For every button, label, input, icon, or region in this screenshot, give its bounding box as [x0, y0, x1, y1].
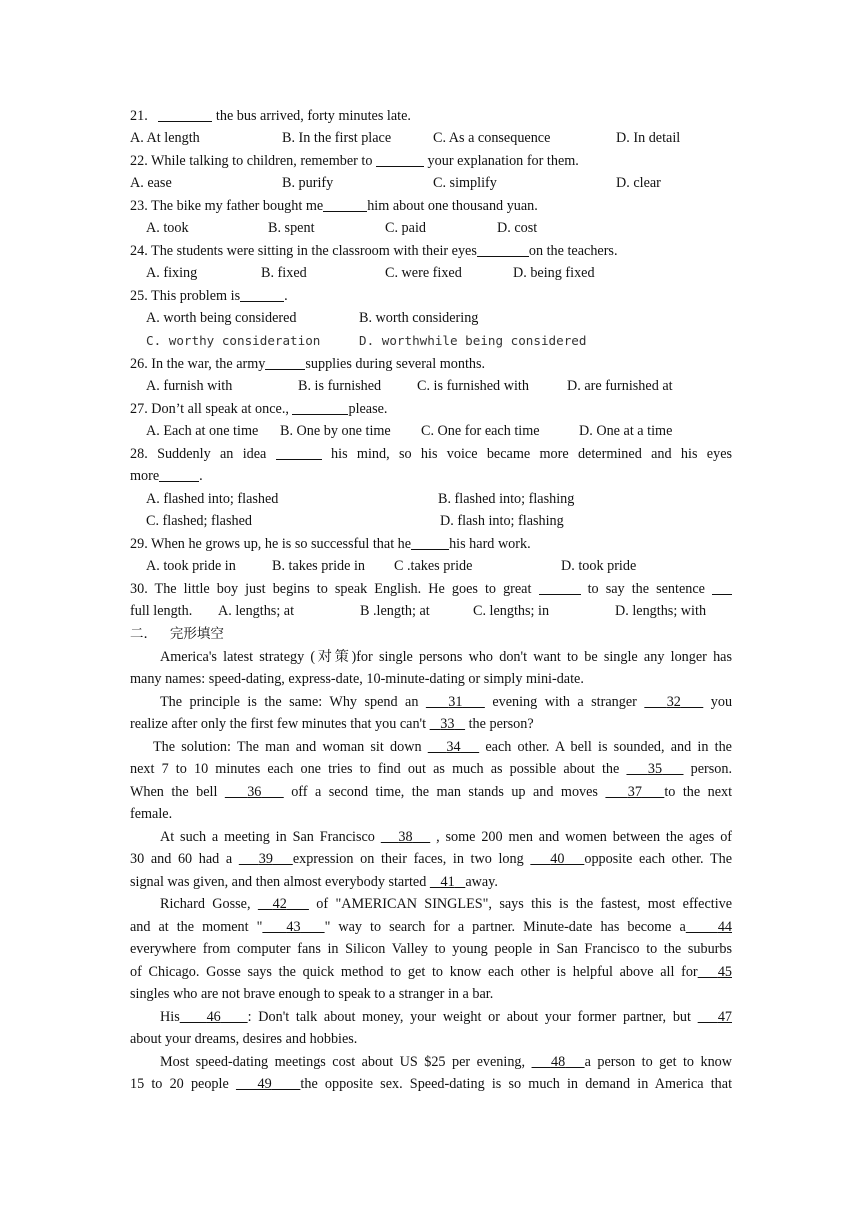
question-29: [130, 533, 732, 555]
blank-33: [430, 716, 465, 732]
question-30-line1: [130, 578, 732, 600]
question-22: [130, 150, 732, 172]
question-text: more: [130, 468, 160, 484]
passage-text: about your dreams, desires and hobbies.: [130, 1031, 358, 1047]
passage-text: " way to search for a partner. Minute-date has become a: [324, 919, 686, 935]
blank-35: [626, 761, 683, 777]
passage-text: person.: [690, 761, 732, 777]
blank-number: 32: [666, 694, 681, 710]
option-b: B. is furnished: [298, 378, 382, 394]
passage-line: [130, 1073, 732, 1095]
passage-text: many names: speed-dating, express-date, 10-minute-dating or simply mini-date.: [130, 671, 584, 687]
passage-text: and at the moment ": [130, 919, 263, 935]
option-d: D. clear: [616, 175, 661, 191]
option-b: B. spent: [268, 220, 315, 236]
option-c: C. simplify: [433, 175, 497, 191]
answer-blank: [292, 400, 348, 415]
passage-text: the opposite sex. Speed-dating is so much in demand in America that: [300, 1076, 732, 1092]
blank-number: 33: [440, 716, 455, 732]
passage-line: [130, 916, 732, 938]
blank-number: 37: [627, 784, 642, 800]
passage-line: [130, 1051, 732, 1073]
blank-48: [532, 1054, 585, 1070]
passage-text: signal was given, and then almost everybody started: [130, 874, 430, 890]
blank-number: 31: [448, 694, 463, 710]
blank-number: 43: [286, 919, 301, 935]
question-text: on the teachers.: [528, 243, 618, 259]
passage-text: The solution: The man and woman sit down: [153, 739, 428, 755]
passage-text: away.: [465, 874, 498, 890]
answer-blank: [376, 152, 424, 167]
answer-blank: [240, 287, 284, 302]
blank-number: 45: [717, 964, 732, 980]
blank-number: 40: [550, 851, 565, 867]
question-text: 24. The students were sitting in the classroom with their eyes: [130, 243, 477, 259]
passage-line: [130, 758, 732, 780]
blank-number: 38: [398, 829, 413, 845]
passage-text: When the bell: [130, 784, 225, 800]
blank-31: [426, 694, 485, 710]
option-a: A. lengths; at: [218, 603, 295, 619]
passage-text: of "AMERICAN SINGLES", says this is the fastest, most effective: [316, 896, 732, 912]
passage-text: the person?: [465, 716, 534, 732]
question-28-line2: [130, 465, 732, 487]
passage-text: of Chicago. Gosse says the quick method to get to know each other is helpful above all for: [130, 964, 698, 980]
passage-text: Richard Gosse,: [160, 896, 258, 912]
passage-text: to the next: [664, 784, 732, 800]
passage-text: you: [710, 694, 732, 710]
question-26: [130, 353, 732, 375]
question-text: the bus arrived, forty minutes late.: [212, 108, 411, 124]
passage-text: everywhere from computer fans in Silicon Valley to young people in San Francisco to the suburbs: [130, 941, 732, 957]
passage-line: [130, 1006, 732, 1028]
option-b: B. purify: [282, 175, 334, 191]
blank-41: [430, 874, 465, 890]
passage-text: next 7 to 10 minutes each one tries to find out as much as possible about the: [130, 761, 627, 777]
question-text: 26. In the war, the army: [130, 356, 266, 372]
option-d: D. are furnished at: [567, 378, 673, 394]
blank-38: [381, 829, 430, 845]
question-number: 21.: [130, 108, 148, 124]
blank-44: [686, 919, 732, 935]
passage-text: expression on their faces, in two long: [292, 851, 531, 867]
blank-39: [239, 851, 293, 867]
option-a: A. took pride in: [146, 558, 236, 574]
blank-number: 47: [717, 1009, 732, 1025]
passage-text: a person to get to know: [584, 1054, 732, 1070]
section-title: 完形填空: [169, 626, 224, 642]
option-c: C. paid: [385, 220, 426, 236]
option-b: B .length; at: [360, 603, 430, 619]
blank-number: 48: [550, 1054, 566, 1070]
passage-text: The principle is the same: Why spend an: [160, 694, 426, 710]
answer-blank: [159, 467, 199, 482]
passage-line: [130, 646, 732, 668]
passage-line: [130, 713, 732, 735]
option-d: D. One at a time: [579, 423, 673, 439]
blank-34: [428, 739, 479, 755]
option-a: A. worth being considered: [146, 310, 297, 326]
question-25: [130, 285, 732, 307]
option-c: C .takes pride: [394, 558, 473, 574]
blank-number: 35: [647, 761, 663, 777]
passage-text: His: [160, 1009, 180, 1025]
question-text: please.: [348, 401, 388, 417]
passage-line: [130, 1028, 732, 1050]
option-a: A. took: [146, 220, 189, 236]
passage-text: , some 200 men and women between the ages of: [436, 829, 732, 845]
option-c: C. As a consequence: [433, 130, 551, 146]
option-a: A. flashed into; flashed: [146, 491, 279, 507]
question-text: 30. The little boy just begins to speak English. He goes to great: [130, 581, 532, 597]
blank-43: [262, 919, 324, 935]
passage-text: : Don't talk about money, your weight or about your former partner, but: [247, 1009, 698, 1025]
option-d: D. flash into; flashing: [440, 513, 564, 529]
blank-40: [530, 851, 584, 867]
blank-45: [698, 964, 732, 980]
passage-text: America's latest strategy (对策)for single persons who don't want to be single any longer has: [160, 649, 732, 665]
question-text: him about one thousand yuan.: [367, 198, 538, 214]
passage-text: realize after only the first few minutes that you can't: [130, 716, 430, 732]
option-d: D. being fixed: [513, 265, 595, 281]
passage-line: [130, 668, 732, 690]
passage-text: 30 and 60 had a: [130, 851, 239, 867]
option-b: B. flashed into; flashing: [438, 491, 575, 507]
blank-number: 36: [247, 784, 262, 800]
question-text: 22. While talking to children, remember to: [130, 153, 376, 169]
passage-line: [130, 803, 732, 825]
blank-49: [236, 1076, 300, 1092]
option-a: A. fixing: [146, 265, 198, 281]
question-text: your explanation for them.: [423, 153, 579, 169]
question-27: [130, 398, 732, 420]
option-c: C. is furnished with: [417, 378, 529, 394]
blank-number: 46: [206, 1009, 221, 1025]
passage-text: evening with a stranger: [492, 694, 645, 710]
option-b: B. worth considering: [359, 310, 479, 326]
option-b: B. fixed: [261, 265, 307, 281]
option-b: B. One by one time: [280, 423, 391, 439]
question-28-line1: [130, 443, 732, 465]
question-text: to say the sentence: [587, 581, 705, 597]
passage-text: off a second time, the man stands up and moves: [291, 784, 606, 800]
section-number: 二．: [130, 626, 157, 642]
passage-line: [130, 871, 732, 893]
blank-46: [180, 1009, 248, 1025]
passage-line: [130, 736, 732, 758]
answer-blank: [477, 242, 529, 257]
question-text: his hard work.: [449, 536, 531, 552]
option-d: D. worthwhile being considered: [359, 333, 587, 348]
option-c: C. were fixed: [385, 265, 462, 281]
question-text: 27. Don’t all speak at once.,: [130, 401, 293, 417]
passage-text: At such a meeting in San Francisco: [160, 829, 381, 845]
answer-blank: [539, 580, 581, 595]
passage-line: [130, 938, 732, 960]
option-d: D. In detail: [616, 130, 681, 146]
question-24: [130, 240, 732, 262]
blank-36: [225, 784, 284, 800]
passage-line: [130, 983, 732, 1005]
option-c: C. flashed; flashed: [146, 513, 252, 529]
passage-line: [130, 848, 732, 870]
passage-text: female.: [130, 806, 173, 822]
passage-line: [130, 781, 732, 803]
passage-text: each other. A bell is sounded, and in the: [485, 739, 732, 755]
section-heading: [130, 623, 732, 645]
answer-blank: [323, 197, 367, 212]
option-c: C. One for each time: [421, 423, 540, 439]
option-c: C. lengths; in: [473, 603, 550, 619]
question-text: 28. Suddenly an idea: [130, 446, 267, 462]
blank-number: 34: [446, 739, 461, 755]
blank-number: 39: [258, 851, 273, 867]
question-text: .: [284, 288, 288, 304]
passage-line: [130, 893, 732, 915]
question-text: supplies during several months.: [305, 356, 486, 372]
passage-line: [130, 826, 732, 848]
blank-number: 41: [440, 874, 455, 890]
option-b: B. takes pride in: [272, 558, 365, 574]
question-text: .: [199, 468, 203, 484]
passage-line: [130, 961, 732, 983]
blank-42: [258, 896, 309, 912]
passage-text: singles who are not brave enough to speak to a stranger in a bar.: [130, 986, 494, 1002]
option-d: D. took pride: [561, 558, 637, 574]
passage-text: 15 to 20 people: [130, 1076, 236, 1092]
question-text: 25. This problem is: [130, 288, 241, 304]
question-text: his mind, so his voice became more determined and his eyes: [331, 446, 732, 462]
option-b: B. In the first place: [282, 130, 392, 146]
option-d: D. lengths; with: [615, 603, 707, 619]
option-a: A. Each at one time: [146, 423, 259, 439]
question-23: [130, 195, 732, 217]
blank-37: [605, 784, 664, 800]
question-21: [130, 105, 732, 127]
blank-47: [698, 1009, 732, 1025]
blank-number: 49: [257, 1076, 272, 1092]
answer-blank: [158, 107, 212, 122]
option-a: A. furnish with: [146, 378, 233, 394]
answer-blank: [411, 535, 449, 550]
passage-line: [130, 691, 732, 713]
question-text: 23. The bike my father bought me: [130, 198, 324, 214]
blank-number: 44: [717, 919, 732, 935]
question-text: 29. When he grows up, he is so successful that he: [130, 536, 412, 552]
answer-blank: [276, 445, 322, 460]
passage-text: opposite each other. The: [584, 851, 732, 867]
passage-text: Most speed-dating meetings cost about US $25 per evening,: [160, 1054, 532, 1070]
answer-blank: [712, 580, 732, 595]
answer-blank: [265, 355, 305, 370]
option-a: A. At length: [130, 130, 200, 146]
option-c: C. worthy consideration: [146, 333, 321, 348]
blank-number: 42: [272, 896, 287, 912]
option-d: D. cost: [497, 220, 538, 236]
question-text: full length.: [130, 603, 193, 619]
option-a: A. ease: [130, 175, 172, 191]
blank-32: [644, 694, 703, 710]
